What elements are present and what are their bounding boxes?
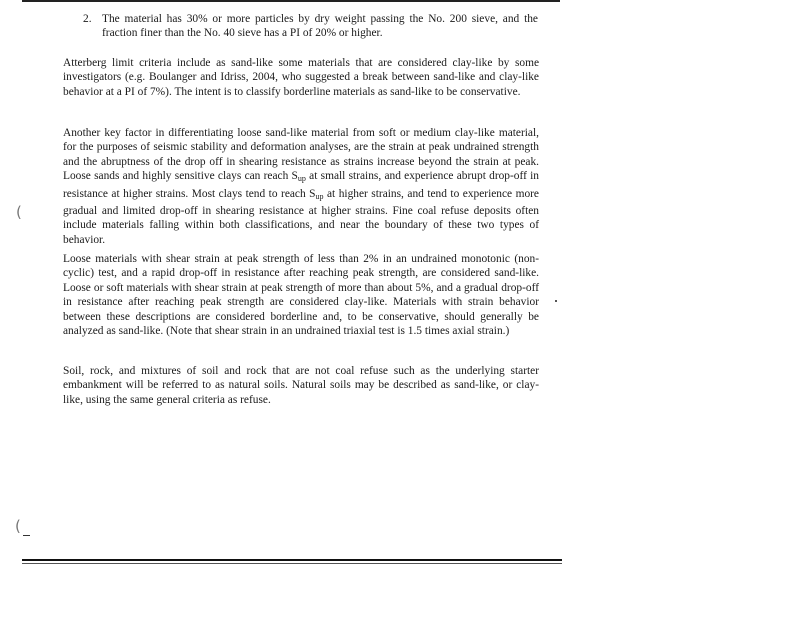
scan-speck xyxy=(555,300,557,302)
top-rule xyxy=(22,0,560,2)
list-item-text: The material has 30% or more particles by dry weight passing the No. 200 sieve, and the fraction finer than the No. 40 sieve has a PI of 20% or higher. xyxy=(102,13,538,40)
scan-edge-dash xyxy=(23,535,30,536)
p2-text-b: at small strains, and experience abrupt drop-off in resistance at higher strains. Most clays tend to reach S xyxy=(63,170,539,200)
p2-subscript-1: up xyxy=(297,174,306,184)
numbered-list-item xyxy=(83,12,538,41)
p2-text-a: Another key factor in differentiating loose sand-like material from soft or medium clay-like material, for the purposes of seismic stability and deformation analyses, are the strain at peak undrained strength and the abruptness of the drop off in shearing resistance as strains increase beyond the strain at peak. Loose sands and highly sensitive clays can reach S xyxy=(63,127,539,183)
paragraph-strain-factor xyxy=(63,126,539,247)
bottom-rule-thin xyxy=(22,563,562,564)
scan-edge-mark-upper: ( xyxy=(16,203,22,221)
paragraph-natural-soils: Soil, rock, and mixtures of soil and rock that are not coal refuse such as the underlying starter embankment will be referred to as natural soils. Natural soils may be described as sand-like, or clay-like, using the same general criteria as refuse. xyxy=(63,365,539,406)
paragraph-loose-materials: Loose materials with shear strain at peak strength of less than 2% in an undrained monotonic (non-cyclic) test, and a rapid drop-off in resistance after reaching peak strength, are considered sand-like. Loose or soft materials with shear strain at peak strength of more than about 5%, and a gradual drop-off in resistance after reaching peak strength are considered clay-like. Materials with strain behavior between these descriptions are considered borderline and, to be conservative, should generally be analyzed as sand-like. (Note that shear strain in an undrained triaxial test is 1.5 times axial strain.) xyxy=(63,253,539,338)
paragraph-atterberg: Atterberg limit criteria include as sand-like some materials that are considered clay-like by some investigators (e.g. Boulanger and Idriss, 2004, who suggested a break between sand-like and clay-like behavior at a PI of 7%). The intent is to classify borderline materials as sand-like to be conservative. xyxy=(63,57,539,98)
bottom-rule-thick xyxy=(22,559,562,561)
list-item-number: 2. xyxy=(83,13,92,25)
scan-edge-mark-lower: ( xyxy=(15,517,21,535)
p2-text-c: at higher strains, and tend to experience more gradual and limited drop-off in shearing resistance at higher strains. Fine coal refuse deposits often include materials falling within both classifications, and near the boundary of these two types of behavior. xyxy=(63,187,539,246)
p2-subscript-2: up xyxy=(315,191,324,201)
